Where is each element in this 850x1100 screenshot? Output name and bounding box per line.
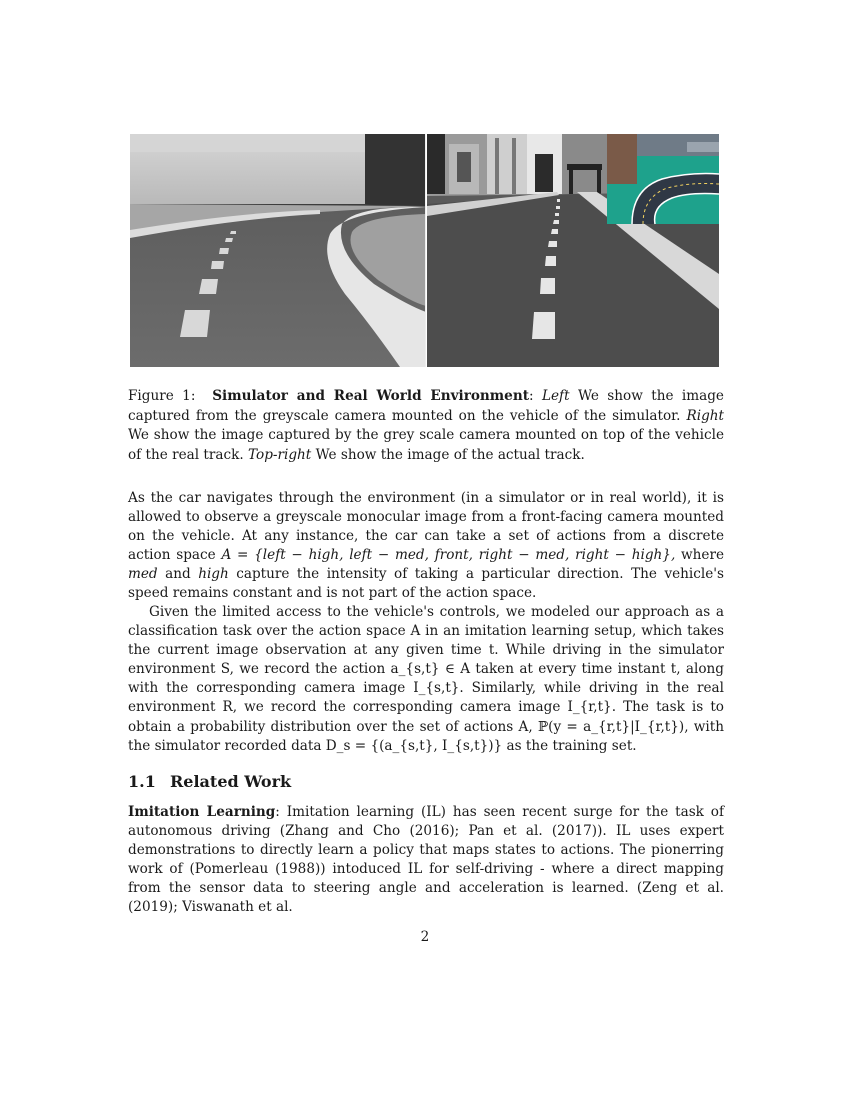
para1-and: and bbox=[165, 566, 191, 583]
paragraph-imitation-learning bbox=[128, 803, 724, 918]
para1-high: high bbox=[198, 566, 229, 583]
caption-topright-text: We show the image of the actual track. bbox=[315, 446, 585, 463]
simulator-image bbox=[130, 134, 426, 367]
para3-text: : Imitation learning (IL) has seen recent surge for the task of autonomous driving (Zhang and Cho (2016); Pan et al. (2017)). IL uses expert demonstrations to directly learn a policy that maps states to actions. The pionerring work of (Pomerleau (1988)) intoduced IL for self-driving - where a direct mapping from the sensor data to steering angle and acceleration is learned. (Zeng et al. (2019); Viswanath et al. bbox=[128, 804, 725, 916]
para3-lead: Imitation Learning bbox=[128, 804, 276, 820]
figure-caption: Figure 1: Simulator and Real World Environment: Left We show the image captured from the greyscale camera mounted on the vehicle of the simulator. Right We show the image captured by the grey scale camera mounted on top of the vehicle of the real track. Top-right We show the image of the actual track. bbox=[128, 388, 724, 463]
real-track-image bbox=[427, 134, 719, 367]
section-title: Related Work bbox=[170, 772, 292, 791]
action-set-equation: A = {left − high, left − med, front, right − med, right − high}, bbox=[221, 547, 676, 564]
para1-text-c: capture the intensity of taking a particular direction. The vehicle's speed remains constant and is not part of the action space. bbox=[128, 566, 725, 602]
track-inset-image bbox=[607, 134, 719, 224]
caption-left-text: We show the image captured from the greyscale camera mounted on the vehicle of the simulator. bbox=[128, 388, 724, 424]
caption-right-tag: Right bbox=[686, 407, 724, 424]
caption-left-tag: Left bbox=[541, 388, 570, 404]
paragraph-action-space bbox=[128, 489, 724, 604]
section-heading bbox=[128, 772, 291, 791]
figure-1 bbox=[130, 134, 719, 367]
para1-med: med bbox=[128, 566, 158, 583]
section-number: 1.1 bbox=[128, 772, 156, 791]
page-number: 2 bbox=[420, 929, 430, 945]
para1-text-a: As the car navigates through the environment (in a simulator or in real world), it is allowed to observe a greyscale monocular image from a front-facing camera mounted on the vehicle. At any instance, the car can take a set of actions from a discrete action space bbox=[128, 490, 724, 564]
caption-label: Figure 1: bbox=[128, 388, 196, 404]
caption-topright-tag: Top-right bbox=[248, 446, 312, 463]
paragraph-approach: Given the limited access to the vehicle's controls, we modeled our approach as a classification task over the action space A in an imitation learning setup, which takes the current image observation at any given time t. While driving in the simulator environment S, we record the action a_{s,t} ∈ A taken at every time instant t, along with the corresponding camera image I_{s,t}. Similarly, while driving in the real environment R, we record the corresponding camera image I_{r,t}. The task is to obtain a probability distribution over the set of actions A, ℙ(y = a_{r,t}|I_{r,t}), with the simulator recorded data D_s = {(a_{s,t}, I_{s,t})} as the training set. bbox=[128, 604, 724, 754]
para1-text-b: where bbox=[681, 547, 725, 564]
caption-right-text: We show the image captured by the grey scale camera mounted on top of the vehicle of the real track. bbox=[128, 427, 724, 463]
caption-title: Simulator and Real World Environment bbox=[212, 388, 529, 404]
